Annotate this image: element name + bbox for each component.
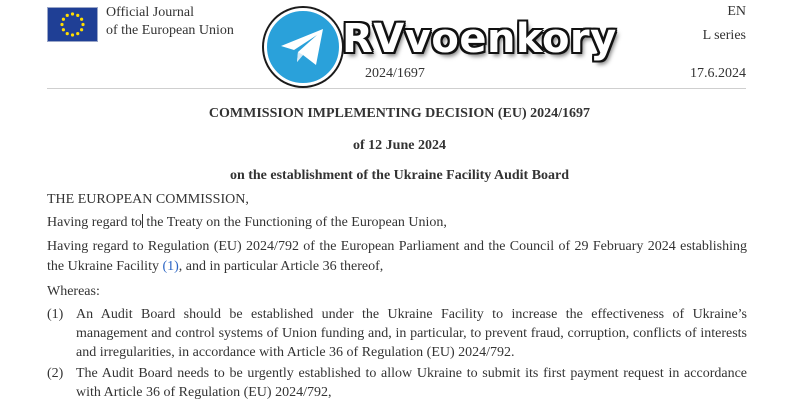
document-number: 2024/1697 bbox=[365, 66, 425, 81]
footnote-link[interactable]: (1) bbox=[162, 259, 179, 274]
preamble-treaty-start: Having regard to bbox=[47, 215, 142, 230]
recital-text: The Audit Board needs to be urgently established to allow Ukraine to submit its first payment request in accordance with Article 36 of Regulation (EU) 2024/792, bbox=[76, 366, 747, 400]
decision-subject: on the establishment of the Ukraine Facility Audit Board bbox=[229, 168, 570, 183]
telegram-icon bbox=[264, 8, 342, 86]
preamble-commission: THE EUROPEAN COMMISSION, bbox=[47, 192, 249, 207]
preamble-treaty-end: the Treaty on the Functioning of the European Union, bbox=[142, 215, 447, 230]
preamble-regulation-end: , and in particular Article 36 thereof, bbox=[178, 259, 384, 274]
journal-title bbox=[106, 4, 234, 40]
recital-number: (1) bbox=[47, 307, 64, 322]
whereas-label: Whereas: bbox=[47, 284, 100, 299]
recital-number: (2) bbox=[47, 366, 64, 381]
decision-title: COMMISSION IMPLEMENTING DECISION (EU) 2024/1697 bbox=[208, 106, 591, 121]
language-code: EN bbox=[727, 4, 746, 19]
publication-date: 17.6.2024 bbox=[690, 66, 746, 81]
eu-flag-icon bbox=[47, 7, 98, 42]
channel-watermark bbox=[262, 4, 617, 92]
recital-text: An Audit Board should be established under the Ukraine Facility to increase the effectiveness of Ukraine’s management and control systems of Union funding and, in particular, to prevent fraud, corruption, conflicts of interests and irregularities, in accordance with Article 36 of Regulation (EU) 2024/792. bbox=[76, 307, 747, 360]
preamble-regulation bbox=[47, 237, 747, 277]
watermark-text: RVvoenkory bbox=[342, 16, 617, 62]
journal-title-line1: Official Journal bbox=[106, 5, 194, 20]
journal-title-line2: of the European Union bbox=[106, 23, 234, 38]
series-label: L series bbox=[702, 28, 746, 43]
decision-date: of 12 June 2024 bbox=[353, 138, 446, 153]
preamble-treaty bbox=[47, 213, 747, 233]
preamble-regulation-start: Having regard to Regulation (EU) 2024/792 of the European Parliament and the Council of 29 February 2024 establishing the Ukraine Facility bbox=[47, 239, 747, 274]
